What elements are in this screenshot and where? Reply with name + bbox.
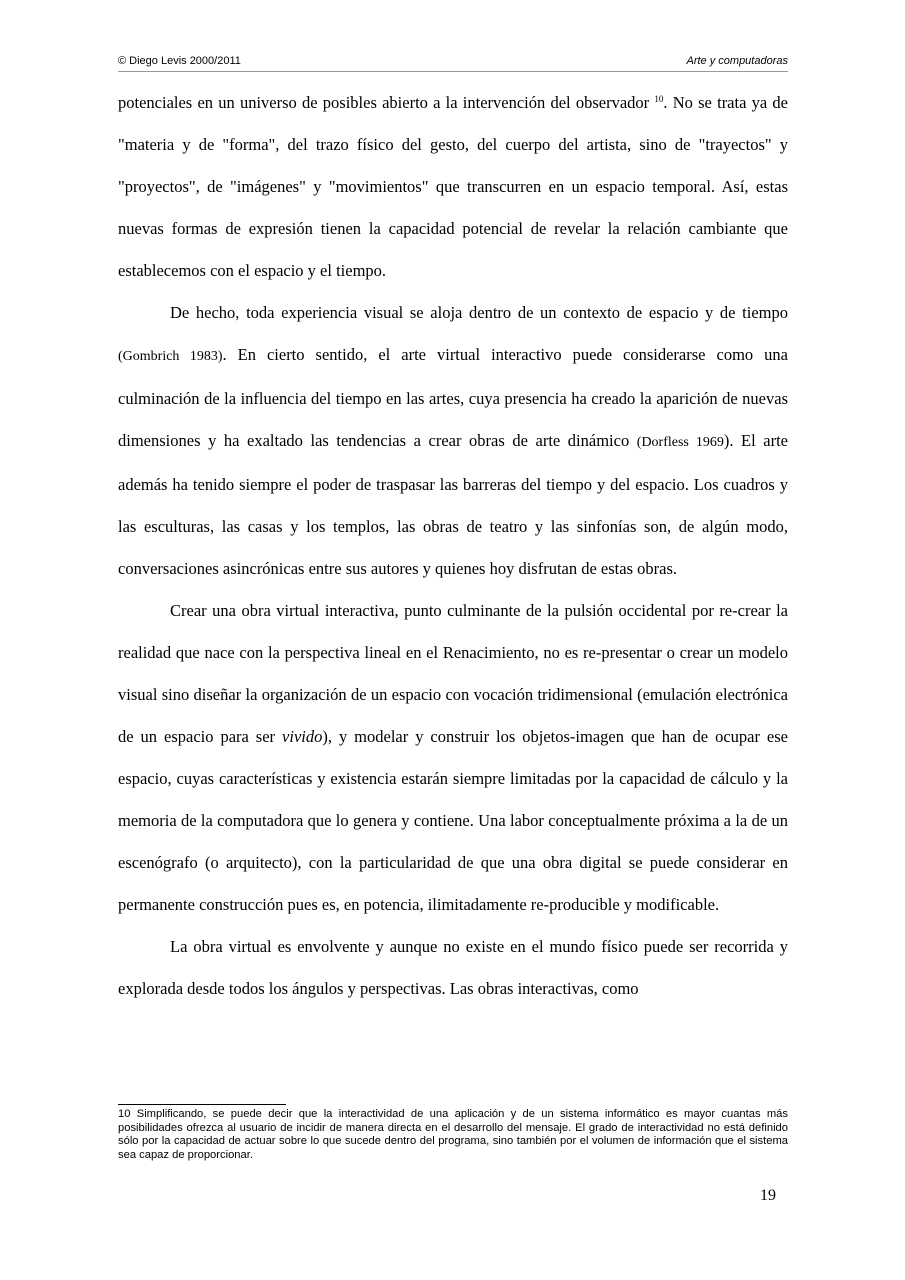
page-number: 19 <box>760 1187 776 1204</box>
paragraph-3-text-b: ), y modelar y construir los objetos-imagen que han de ocupar ese espacio, cuyas características y existencia estarán siempre limitadas por la capacidad de cálculo y la memoria de la computadora que lo genera y contiene. Una labor conceptualmente próxima a la de un escenógrafo (o arquitecto), con la particularidad de que una obra digital se puede considerar en permanente construcción pues es, en potencia, ilimitadamente re-producible y modificable. <box>118 727 788 914</box>
citation-dorfless: (Dorfless 1969 <box>636 435 724 450</box>
citation-gombrich: (Gombrich 1983) <box>118 349 223 364</box>
body-text <box>118 82 788 1010</box>
paragraph-2-text-a: De hecho, toda experiencia visual se aloja dentro de un contexto de espacio y de tiempo <box>170 303 788 322</box>
footnote-reference-10: 10 <box>654 94 664 104</box>
paragraph-1 <box>118 82 788 292</box>
paragraph-3 <box>118 590 788 926</box>
paragraph-3-text-a: Crear una obra virtual interactiva, punto culminante de la pulsión occidental por re-crear la realidad que nace con la perspectiva lineal en el Renacimiento, no es re-presentar o crear un modelo visual sino diseñar la organización de un espacio con vocación tridimensional (emulación electrónica de un espacio para ser <box>118 601 788 746</box>
header-title: Arte y computadoras <box>686 55 788 67</box>
footnote-separator <box>118 1104 286 1105</box>
paragraph-1-text-a: potenciales en un universo de posibles abierto a la intervención del observador <box>118 93 655 112</box>
paragraph-2-text-c: ). El arte además ha tenido siempre el poder de traspasar las barreras del tiempo y del espacio. Los cuadros y las esculturas, las casas y los templos, las obras de teatro y las sinfonías son, de algún modo, conversaciones asincrónicas entre sus autores y quienes hoy disfrutan de estas obras. <box>118 431 788 578</box>
header-author: © Diego Levis 2000/2011 <box>118 55 241 67</box>
paragraph-2-text-b: . En cierto sentido, el arte virtual interactivo puede considerarse como una culminación de la influencia del tiempo en las artes, cuya presencia ha creado la aparición de nuevas dimensiones y ha exaltado las tendencias a crear obras de arte dinámico <box>118 345 788 450</box>
paragraph-3-emphasis: vivido <box>282 727 323 746</box>
footnote-10: 10 Simplificando, se puede decir que la interactividad de una aplicación y de un sistema informático es mayor cuantas más posibilidades ofrezca al usuario de incidir de manera directa en el desarrollo del mensaje. El grado de interactividad no está definido sólo por la capacidad de actuar sobre lo que sucede dentro del programa, sino también por el volumen de información que el sistema sea capaz de proporcionar. <box>118 1108 788 1161</box>
paragraph-4: La obra virtual es envolvente y aunque no existe en el mundo físico puede ser recorrida y explorada desde todos los ángulos y perspectivas. Las obras interactivas, como <box>118 937 788 998</box>
running-header <box>118 55 788 72</box>
paragraph-1-text-b: . No se trata ya de "materia y de "forma", del trazo físico del gesto, del cuerpo del artista, sino de "trayectos" y "proyectos", de "imágenes" y "movimientos" que transcurren en un espacio temporal. Así, estas nuevas formas de expresión tienen la capacidad potencial de revelar la relación cambiante que establecemos con el espacio y el tiempo. <box>118 93 789 280</box>
paragraph-2 <box>118 292 788 590</box>
